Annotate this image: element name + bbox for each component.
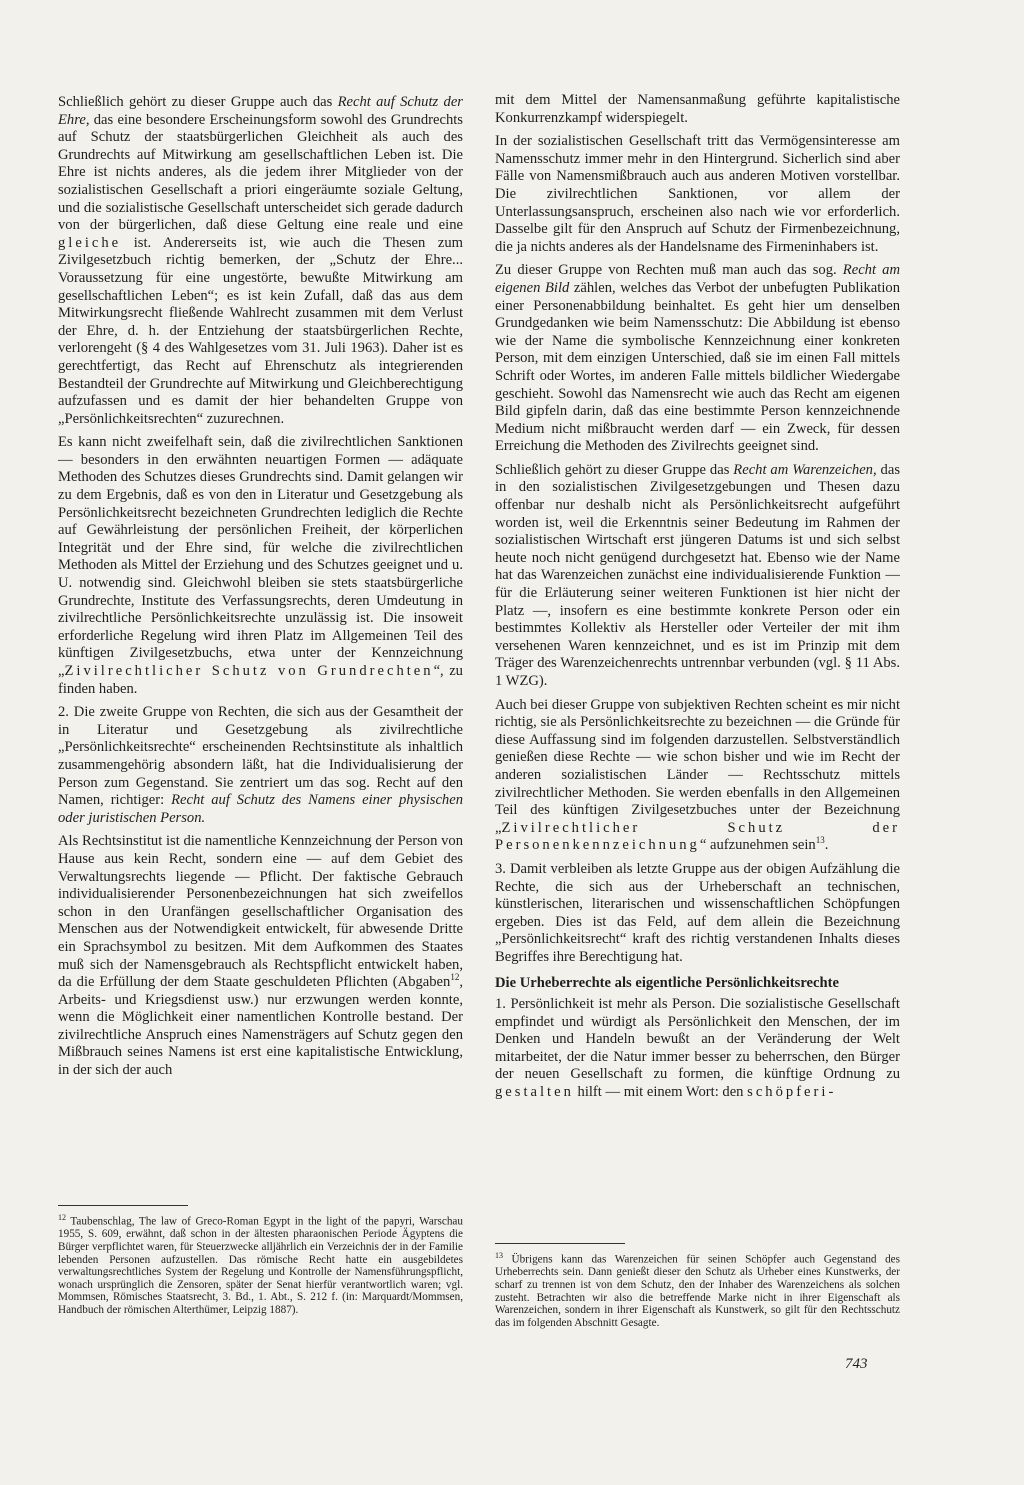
paragraph-vermoegensinteresse: In der sozialistischen Gesellschaft tritt das Vermögensinteresse am Namensschutz immer mehr in den Hintergrund. Sicherlich sind aber Fälle von Namensmißbrauch auch aus anderen Motiven vorstellbar. Die zivilrechtlichen Sanktionen, vor allem der Unterlassungsanspruch, erscheinen also nach wie vor erforderlich. Dasselbe gilt für den Anspruch auf Schutz der Firmenbezeichnung, die ja nichts anderes als der Handelsname des Firmeninhabers ist. <box>495 133 900 255</box>
paragraph-konkurrenz: mit dem Mittel der Namensanmaßung geführte kapitalistische Konkurrenzkampf widerspiegelt. <box>495 92 900 126</box>
text-run: . <box>824 837 829 854</box>
text-run: Schließlich gehört zu dieser Gruppe das <box>495 461 734 478</box>
footnote-ref: 13 <box>815 835 825 846</box>
right-column <box>495 92 900 1108</box>
footnote-number: 12 <box>58 1213 66 1222</box>
paragraph-subjektive-rechte <box>495 697 900 855</box>
italic-term: Recht auf Schutz der Ehre, <box>58 94 463 128</box>
text-run: das eine besondere Erscheinungsform sowohl des Grundrechts auf Schutz der staatsbürgerlichen Gleichheit als auch des Grundrechts auf Mitwirkung am gesellschaftlichen Leben ist. Die Ehre ist nichts anderes, als die jedem ihrer Mitglieder von der sozialistischen Gesellschaft a priori eingeräumte soziale Geltung, und die sozialistische Gesellschaft unterscheidet sich gerade dadurch von der bürgerlichen, daß diese Geltung eine reale und eine <box>58 111 463 234</box>
paragraph-rechtsinstitut <box>58 833 463 1079</box>
paragraph-ehre <box>58 94 463 428</box>
spaced-emphasis: Zivilrechtlicher Schutz der Personenkennzeichnung <box>495 819 900 854</box>
text-run: hilft — mit einem Wort: den <box>573 1084 748 1101</box>
footnote-divider <box>495 1243 625 1244</box>
footnote-text: Taubenschlag, The law of Greco-Roman Egypt in the light of the papyri, Warschau 1955, S. 609, erwähnt, daß schon in der ältesten pharaonischen Periode Ägyptens die Bürger verpflichtet waren, für Steuerzwecke alljährlich ein Verzeichnis der in der Familie lebenden Personen aufzustellen. Das römische Recht hatte ein ausgebildetes verwaltungsrechtliches System der Regelung und Kontrolle der Namensführungspflicht, wonach ursprünglich die Zensoren, später der Senat hierfür verantwortlich waren; vgl. Mommsen, Römisches Staatsrecht, 3. Bd., 1. Abt., S. 212 f. (in: Marquardt/Mommsen, Handbuch der römischen Alterthümer, Leipzig 1887). <box>58 1215 463 1316</box>
text-run: Es kann nicht zweifelhaft sein, daß die zivilrechtlichen Sanktionen — besonders in den erwähnten neuartigen Formen — adäquate Methoden des Schutzes dieses Grundrechts sind. Damit gelangen wir zu dem Ergebnis, daß es von den in Literatur und Gesetzgebung als Persönlichkeitsrecht bezeichneten Grundrechten lediglich die Rechte auf Gewährleistung der persönlichen Freiheit, der körperlichen Integrität und der Ehre sind, für welche die zivilrechtlichen Methoden als Mittel der Erziehung und des Schutzes geeignet und u. U. notwendig sind. Gleichwohl bleiben sie stets staatsbürgerliche Grundrechte, Institute des Verfassungsrechts, deren Umdeutung in zivilrechtliche Persönlichkeitsrechte unzulässig ist. Die insoweit erforderliche Regelung wird ihren Platz im Allgemeinen Teil des künftigen Zivilgesetzbuchs, etwa unter der Kennzeichnung „ <box>58 434 463 679</box>
spaced-emphasis: gleiche <box>58 234 122 251</box>
section-heading: Die Urheberrechte als eigentliche Persönlichkeitsrechte <box>495 974 839 991</box>
footnote-ref: 12 <box>450 972 460 983</box>
spaced-emphasis: schöpferi- <box>747 1084 837 1101</box>
paragraph-urheberschaft: 3. Damit verbleiben als letzte Gruppe aus der obigen Aufzählung die Rechte, die sich aus der Urheberschaft an technischen, künstlerischen, literarischen und wissenschaftlichen Schöpfungen ergeben. Dies ist das Feld, auf dem allein die Bezeichnung „Persönlichkeitsrecht“ kraft des richtig verstandenen Inhalts dieses Begriffes ihre Berechtigung hat. <box>495 860 900 965</box>
text-run: ist. Andererseits ist, wie auch die Thesen zum Zivilgesetzbuch richtig bemerken, der „Schutz der Ehre... Voraussetzung für eine ungestörte, bewußte Mitwirkung am gesellschaftlichen Leben“; es ist kein Zufall, daß das aus dem Mitwirkungsrecht fließende Wahlrecht zusammen mit dem Verlust der Ehre, d. h. der Entziehung der staatsbürgerlichen Rechte, verlorengeht (§ 4 des Wahlgesetzes vom 31. Juli 1963). Daher ist es gerechtfertigt, das Recht auf Ehrenschutz als integrierenden Bestandteil der Grundrechte auf Mitwirkung und Gleichberechtigung aufzufassen und es damit der hier behandelten Gruppe von „Persönlichkeitsrechten“ zuzurechnen. <box>58 234 463 427</box>
right-footnotes <box>495 1237 900 1329</box>
text-run: zählen, welches das Verbot der unbefugten Publikation einer Personenabbildung beinhaltet. Es geht hier um denselben Grundgedanken wie beim Namensschutz: Die Abbildung ist ebenso wie der Name die symbolische Kennzeichnung einer konkreten Person, mit dem einzigen Unterschied, daß sie im einen Fall mittels Schrift oder Wortes, im anderen Falle mittels bildlicher Wiedergabe geschieht. Sowohl das Namensrecht wie auch das Recht am eigenen Bild gipfeln darin, daß das eine bestimmte Person kennzeichnende Medium nicht mißbraucht werden darf — ein Zweck, für dessen Erreichung die Methoden des Zivilrechts geeignet sind. <box>495 279 900 455</box>
text-run: 2. Die zweite Gruppe von Rechten, die sich aus der Gesamtheit der in Literatur und Gesetzgebung als zivilrechtliche „Persönlichkeitsrechte“ erscheinenden Rechtsinstitute als inhaltlich zusammengehörig absondern läßt, hat die Individualisierung der Person zum Gegenstand. Sie zentriert um das sog. Recht auf den Namen, richtiger: <box>58 704 463 809</box>
italic-term: Recht am Warenzeichen, <box>733 461 877 478</box>
text-run: “ aufzunehmen sein <box>699 837 816 854</box>
paragraph-sanktionen <box>58 434 463 698</box>
text-run: , Arbeits- und Kriegsdienst usw.) nur erzwungen werden konnte, wenn die Möglichkeit einer namentlichen Kontrolle bestand. Der zivilrechtliche Anspruch eines Namensträgers auf Schutz gegen den Mißbrauch seines Namens ist erst eine kapitalistische Entwicklung, in der sich der auch <box>58 974 463 1079</box>
text-run: das in den sozialistischen Zivilgesetzgebungen und Thesen dazu offenbar nur deshalb nicht als Persönlichkeitsrecht aufgeführt worden ist, weil die Erkenntnis seiner Bedeutung im Rahmen der sozialistischen Wirtschaft erst jüngeren Datums ist und sich selbst heute noch nicht genügend durchgesetzt hat. Ebenso wie der Name hat das Warenzeichen zunächst eine individualisierende Funktion — für die Erläuterung seiner weiteren Funktionen ist hier nicht der Platz —, insofern es eine bestimmte konkrete Person oder ein bestimmtes Kollektiv als Hersteller oder Verteiler der mit ihm versehenen Waren kennzeichnet, und es ist im Prinzip mit dem Träger des Warenzeichenrechts untrennbar verbunden (vgl. § 11 Abs. 1 WZG). <box>495 461 900 689</box>
left-column <box>58 94 463 1086</box>
text-run: 1. Persönlichkeit ist mehr als Person. Die sozialistische Gesellschaft empfindet und würdigt als Persönlichkeit den Menschen, der im Denken und Handeln bewußt an der Veränderung der Welt mitarbeitet, der die Natur immer besser zu beherrschen, den Bürger der neuen Gesellschaft zu formen, die künftige Ordnung zu <box>495 996 900 1083</box>
footnote-13 <box>495 1250 900 1329</box>
spaced-emphasis: gestalten <box>495 1084 574 1101</box>
paragraph-eigenes-bild <box>495 262 900 456</box>
left-footnotes <box>58 1199 463 1316</box>
text-run: Als Rechtsinstitut ist die namentliche Kennzeichnung der Person von Hause aus kein Recht, sondern eine — auf dem Gebiet des Verwaltungsrechts liegende — Pflicht. Der faktische Gebrauch individualisierender Personenbezeichnungen hat sich zweifellos schon in den Uranfängen gesellschaftlicher Organisation des Menschen aus der Notwendigkeit entwickelt, für abwesende Dritte ein Sprachsymbol zu besitzen. Mit dem Aufkommen des Staates muß sich der Namensgebrauch als Rechtspflicht entwickelt haben, da die Erfüllung der dem Staate geschuldeten Pflichten (Abgaben <box>58 833 463 991</box>
paragraph-persoenlichkeit <box>495 996 900 1102</box>
spaced-emphasis: Zivilrechtlicher Schutz von Grundrechten <box>64 663 434 679</box>
italic-term: Recht auf Schutz des Namens einer physischen oder juristischen Person. <box>58 792 463 826</box>
page-number: 743 <box>845 1356 868 1372</box>
footnote-divider <box>58 1205 188 1206</box>
text-run: Zu dieser Gruppe von Rechten muß man auch das sog. <box>495 262 843 279</box>
text-run: “, zu finden haben. <box>58 663 463 697</box>
text-run: Schließlich gehört zu dieser Gruppe auch das <box>58 94 338 110</box>
footnote-text: Übrigens kann das Warenzeichen für seinen Schöpfer auch Gegenstand des Urheberrechts sein. Dann genießt dieser den Schutz als Urheber eines Kunstwerks, der scharf zu trennen ist von dem Schutz, den der Inhaber des Warenzeichens als solchen zusteht. Betrachten wir also die betreffende Marke nicht in ihrer Eigenschaft als Warenzeichen, sondern in ihrer Eigenschaft als Kunstwerk, so gilt für den Rechtsschutz das im folgenden Abschnitt Gesagte. <box>495 1253 900 1329</box>
text-run: Auch bei dieser Gruppe von subjektiven Rechten scheint es mir nicht richtig, sie als Persönlichkeitsrechte zu bezeichnen — die Gründe für diese Auffassung sind im folgenden darzustellen. Selbstverständlich genießen diese Rechte — wie schon bisher und wie im Recht der anderen sozialistischen Länder — Rechtsschutz mittels zivilrechtlicher Methoden. Sie werden ebenfalls in den Allgemeinen Teil des künftigen Zivilgesetzbuches unter der Bezeichnung „ <box>495 696 900 836</box>
italic-term: Recht am eigenen Bild <box>495 262 900 296</box>
footnote-12 <box>58 1212 463 1316</box>
footnote-number: 13 <box>495 1251 503 1260</box>
paragraph-zweite-gruppe <box>58 704 463 827</box>
paragraph-warenzeichen <box>495 462 900 691</box>
